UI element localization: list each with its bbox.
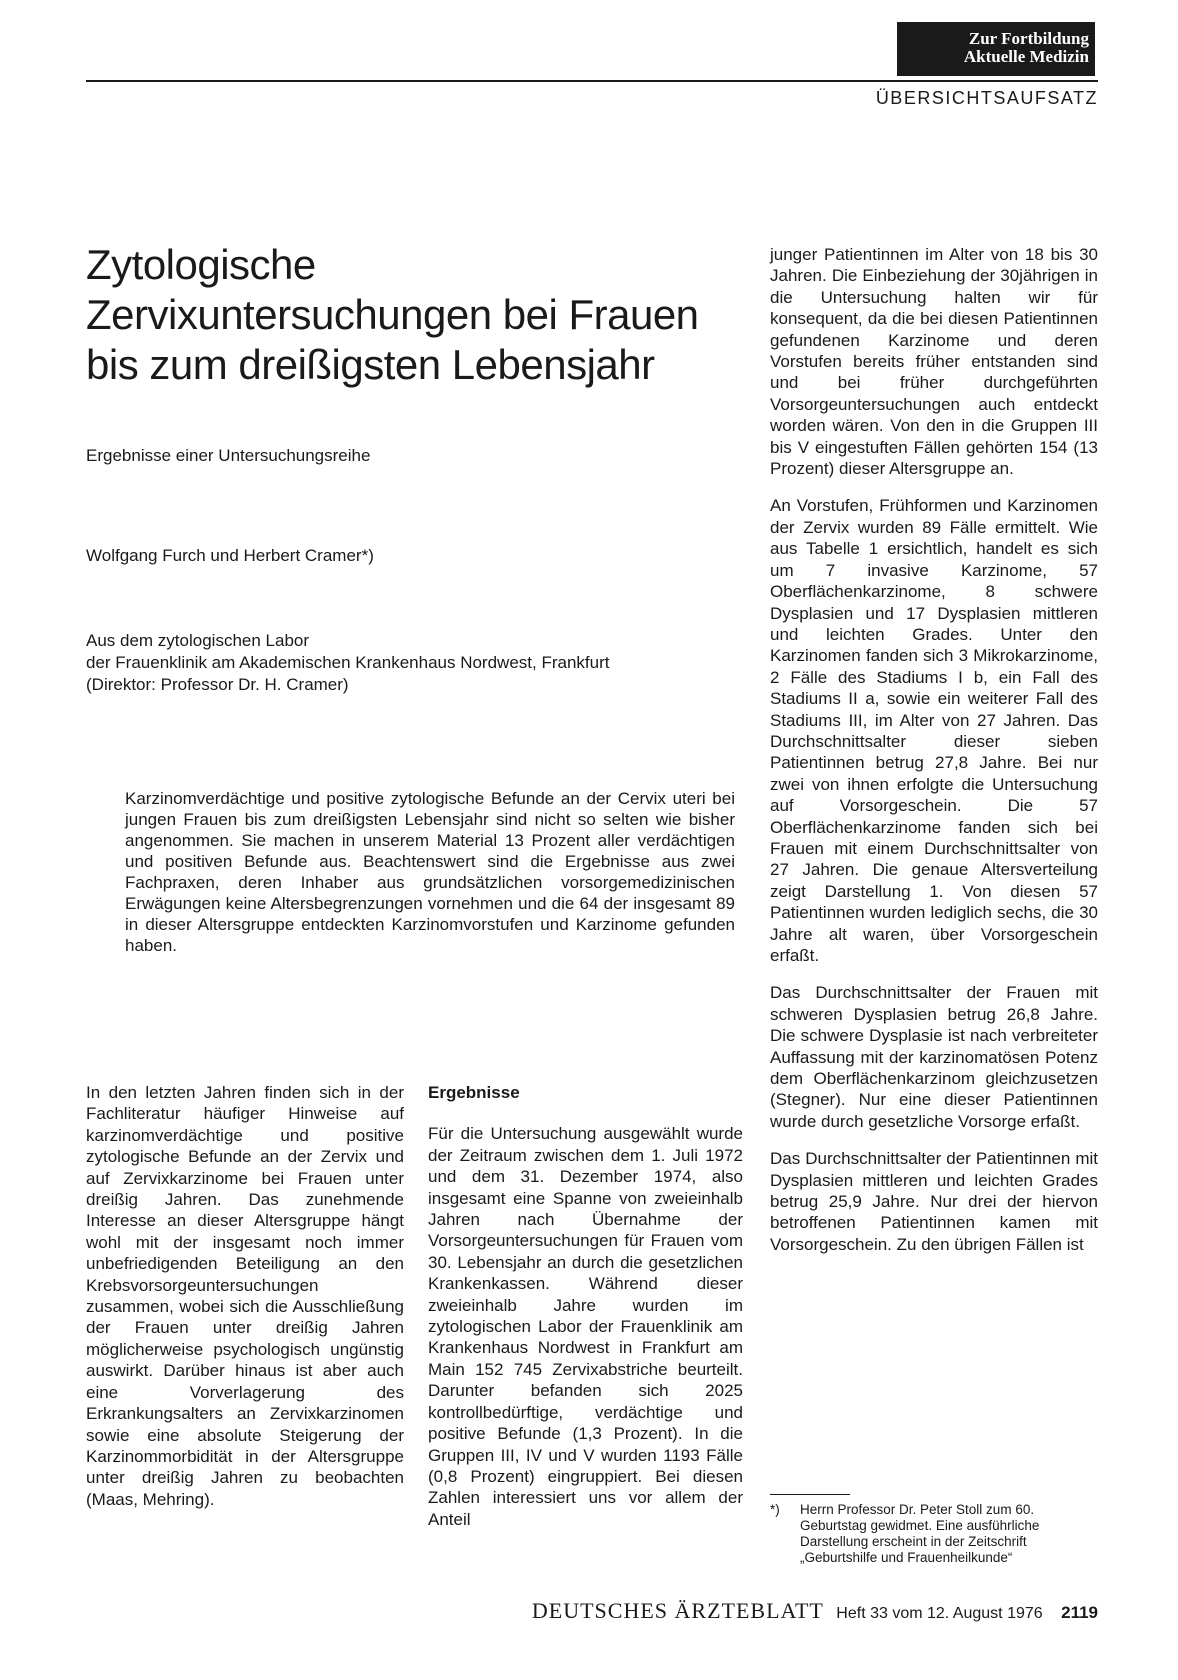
column-3-paragraph-2: An Vorstufen, Frühformen und Karzinomen der Zervix wurden 89 Fälle ermittelt. Wie aus Tabelle 1 ersichtlich, handelt es sich um 7 invasive Karzinome, 57 Oberflächenkarzinome, 8 schwere Dysplasien und 17 Dysplasien mittleren und leichten Grades. Unter den Karzinomen fanden sich 3 Mikrokarzinome, 2 Fälle des Stadiums I b, ein Fall des Stadiums II a, sowie ein weiterer Fall des Stadiums III, im Alter von 27 Jahren. Das Durchschnittsalter dieser sieben Patientinnen betrug 27,8 Jahre. Bei nur zwei von ihnen erfolgte die Untersuchung auf Vorsorgeschein. Die 57 Oberflächenkarzinome fanden sich bei Frauen mit einem Durchschnittsalter von 27 Jahren. Die genaue Altersverteilung zeigt Darstellung 1. Von diesen 57 Patientinnen wurden lediglich sechs, die 30 Jahre alt waren, über Vorsorgeschein erfaßt. bbox=[770, 496, 1098, 965]
authors: Wolfgang Furch und Herbert Cramer*) bbox=[86, 546, 374, 565]
affiliation-line-3: (Direktor: Professor Dr. H. Cramer) bbox=[86, 675, 349, 694]
article-title bbox=[86, 240, 766, 390]
badge-line-1: Zur Fortbildung bbox=[968, 29, 1089, 48]
badge-line-2: Aktuelle Medizin bbox=[963, 47, 1089, 66]
header-rule bbox=[86, 80, 1098, 82]
affiliation bbox=[86, 630, 609, 696]
page-footer bbox=[0, 1598, 1098, 1624]
section-heading-results: Ergebnisse bbox=[428, 1083, 520, 1102]
footnote-text: Herrn Professor Dr. Peter Stoll zum 60. Geburtstag gewidmet. Eine ausführliche Darstellung erscheint in der Zeitschrift „Geburtshilfe und Frauenheilkunde“ bbox=[800, 1502, 1040, 1565]
section-label: ÜBERSICHTSAUFSATZ bbox=[875, 88, 1098, 108]
column-3-paragraph-4: Das Durchschnittsalter der Patientinnen mit Dysplasien mittleren und leichten Grades betrug 25,9 Jahre. Nur drei der hiervon betroffenen Patientinnen kamen mit Vorsorgeschein. Zu den übrigen Fällen ist bbox=[770, 1149, 1098, 1254]
footnote bbox=[770, 1502, 1098, 1566]
column-3-paragraph-3: Das Durchschnittsalter der Frauen mit schweren Dysplasien betrug 26,8 Jahre. Die schwere Dysplasie ist nach verbreiteter Auffassung mit der karzinomatösen Potenz dem Oberflächenkarzinom gleichzusetzen (Stegner). Nur eine dieser Patientinnen wurde durch gesetzliche Vorsorge erfaßt. bbox=[770, 983, 1098, 1131]
issue-info: Heft 33 vom 12. August 1976 bbox=[836, 1605, 1043, 1622]
affiliation-line-2: der Frauenklinik am Akademischen Krankenhaus Nordwest, Frankfurt bbox=[86, 653, 610, 672]
column-3-paragraph-1: junger Patientinnen im Alter von 18 bis 30 Jahren. Die Einbeziehung der 30jährigen in die Untersuchung halten wir für konsequent, da die bei diesen Patientinnen gefundenen Karzinome und deren Vorstufen bereits früher entstanden sind und bei früher durchgeführten Vorsorgeuntersuchungen auch entdeckt worden wären. Von den in die Gruppen III bis V eingestuften Fällen gehörten 154 (13 Prozent) dieser Altersgruppe an. bbox=[770, 245, 1098, 479]
section-badge bbox=[897, 22, 1095, 76]
journal-name: DEUTSCHES ÄRZTEBLATT bbox=[531, 1598, 824, 1623]
column-1 bbox=[86, 1082, 404, 1526]
column-3 bbox=[770, 244, 1098, 1271]
title-line-2: Zervixuntersuchungen bei Frauen bbox=[86, 291, 699, 338]
article-subtitle: Ergebnisse einer Untersuchungsreihe bbox=[86, 446, 371, 465]
footnote-mark: *) bbox=[770, 1502, 780, 1517]
title-line-1: Zytologische bbox=[86, 241, 316, 288]
abstract: Karzinomverdächtige und positive zytologische Befunde an der Cervix uteri bei jungen Frauen bis zum dreißigsten Lebensjahr sind nicht so selten wie bisher angenommen. Sie machen in unserem Material 13 Prozent aller verdächtigen und positiven Befunde aus. Beachtenswert sind die Ergebnisse aus zwei Fachpraxen, deren Inhaber aus grundsätzlichen vorsorgemedizinischen Erwägungen keine Altersbegrenzungen vornehmen und die 64 der insgesamt 89 in dieser Altersgruppe entdeckten Karzinomvorstufen und Karzinome gefunden haben. bbox=[125, 789, 735, 955]
column-2 bbox=[428, 1082, 743, 1546]
page-number: 2119 bbox=[1061, 1603, 1098, 1622]
column-2-paragraph-1: Für die Untersuchung ausgewählt wurde der Zeitraum zwischen dem 1. Juli 1972 und dem 31. Dezember 1974, also insgesamt eine Spanne von zweieinhalb Jahren nach Übernahme der Vorsorgeuntersuchungen für Frauen vom 30. Lebensjahr an durch die gesetzlichen Krankenkassen. Während dieser zweieinhalb Jahre wurden im zytologischen Labor der Frauenklinik am Krankenhaus Nordwest in Frankfurt am Main 152 745 Zervixabstriche beurteilt. Darunter befanden sich 2025 kontrollbedürftige, verdächtige und positive Befunde (1,3 Prozent). In die Gruppen III, IV und V wurden 1193 Fälle (0,8 Prozent) eingruppiert. Bei diesen Zahlen interessiert uns vor allem der Anteil bbox=[428, 1124, 743, 1529]
footnote-rule bbox=[770, 1494, 850, 1495]
title-line-3: bis zum dreißigsten Lebensjahr bbox=[86, 341, 655, 388]
column-1-paragraph-1: In den letzten Jahren finden sich in der Fachliteratur häufiger Hinweise auf karzinomverdächtige und positive zytologische Befunde an der Zervix und auf Zervixkarzinome bei Frauen unter dreißig Jahren. Das zunehmende Interesse an dieser Altersgruppe hängt wohl mit der insgesamt noch immer unbefriedigenden Beteiligung an den Krebsvorsorgeuntersuchungen zusammen, wobei sich die Ausschließung der Frauen unter dreißig Jahren möglicherweise psychologisch ungünstig auswirkt. Darüber hinaus ist aber auch eine Vorverlagerung des Erkrankungsalters an Zervixkarzinomen sowie eine absolute Steigerung der Karzinommorbidität in der Altersgruppe unter dreißig Jahren zu beobachten (Maas, Mehring). bbox=[86, 1083, 404, 1509]
affiliation-line-1: Aus dem zytologischen Labor bbox=[86, 631, 310, 650]
